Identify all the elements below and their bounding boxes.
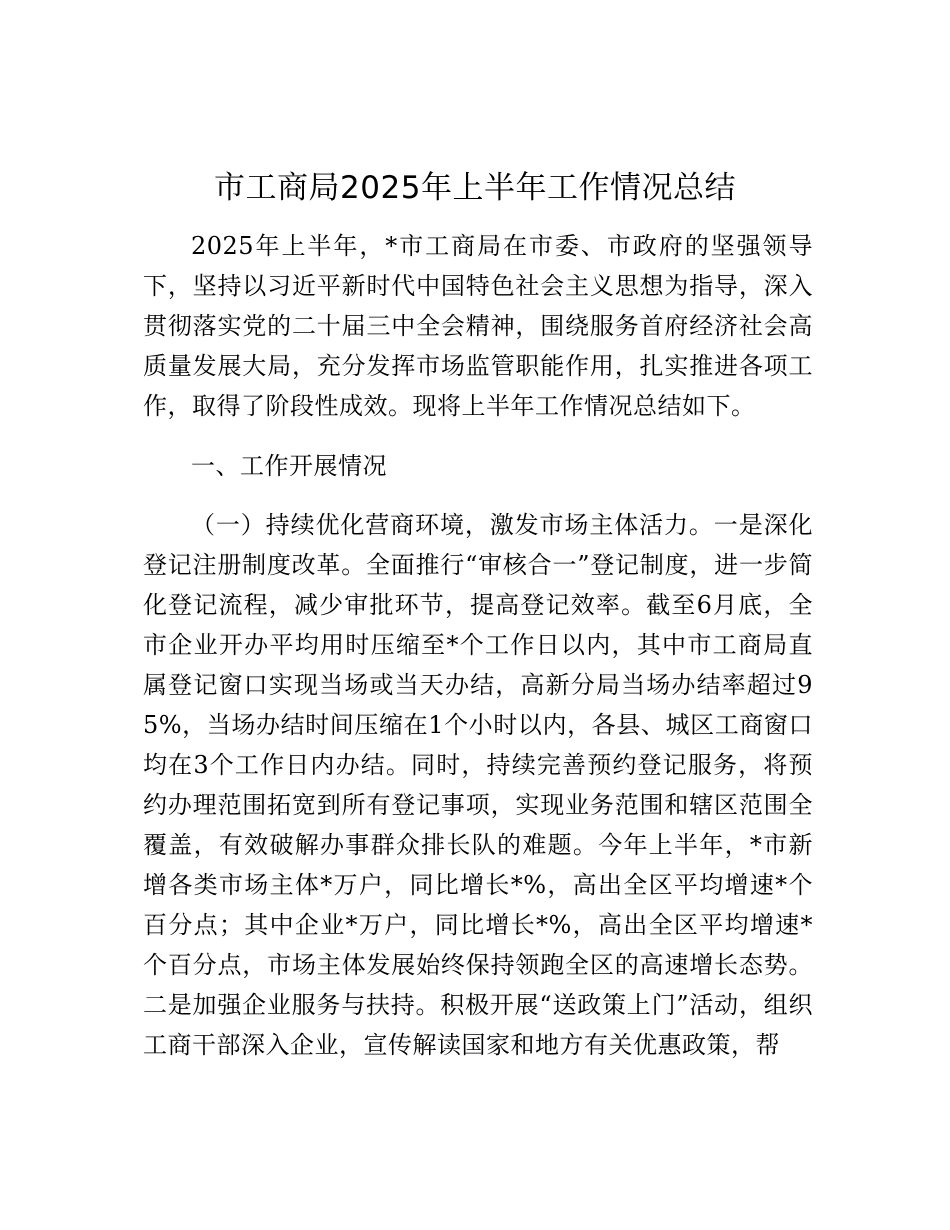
section-paragraph: （一）持续优化营商环境，激发市场主体活力。一是深化登记注册制度改革。全面推行“审核合一”登记制度，进一步简化登记流程，减少审批环节，提高登记效率。截至6月底，全市企业开办平均用时压缩至*个工作日以内，其中市工商局直属登记窗口实现当场或当天办结，高新分局当场办结率超过95%，当场办结时间压缩在1个小时以内，各县、城区工商窗口均在3个工作日内办结。同时，持续完善预约登记服务，将预约办理范围拓宽到所有登记事项，实现业务范围和辖区范围全覆盖，有效破解办事群众排长队的难题。今年上半年，*市新增各类市场主体*万户，同比增长*%，高出全区平均增速*个百分点；其中企业*万户，同比增长*%，高出全区平均增速*个百分点，市场主体发展始终保持领跑全区的高速增长态势。二是加强企业服务与扶持。积极开展“送政策上门”活动，组织工商干部深入企业，宣传解读国家和地方有关优惠政策，帮 xyxy=(143,511,813,1059)
intro-paragraph: 2025年上半年，*市工商局在市委、市政府的坚强领导下，坚持以习近平新时代中国特色社会主义思想为指导，深入贯彻落实党的二十届三中全会精神，围绕服务首府经济社会高质量发展大局，充分发挥市场监管职能作用，扎实推进各项工作，取得了阶段性成效。现将上半年工作情况总结如下。 xyxy=(143,232,813,420)
section-heading: 一、工作开展情况 xyxy=(191,452,387,480)
document-title: 市工商局2025年上半年工作情况总结 xyxy=(214,170,736,206)
